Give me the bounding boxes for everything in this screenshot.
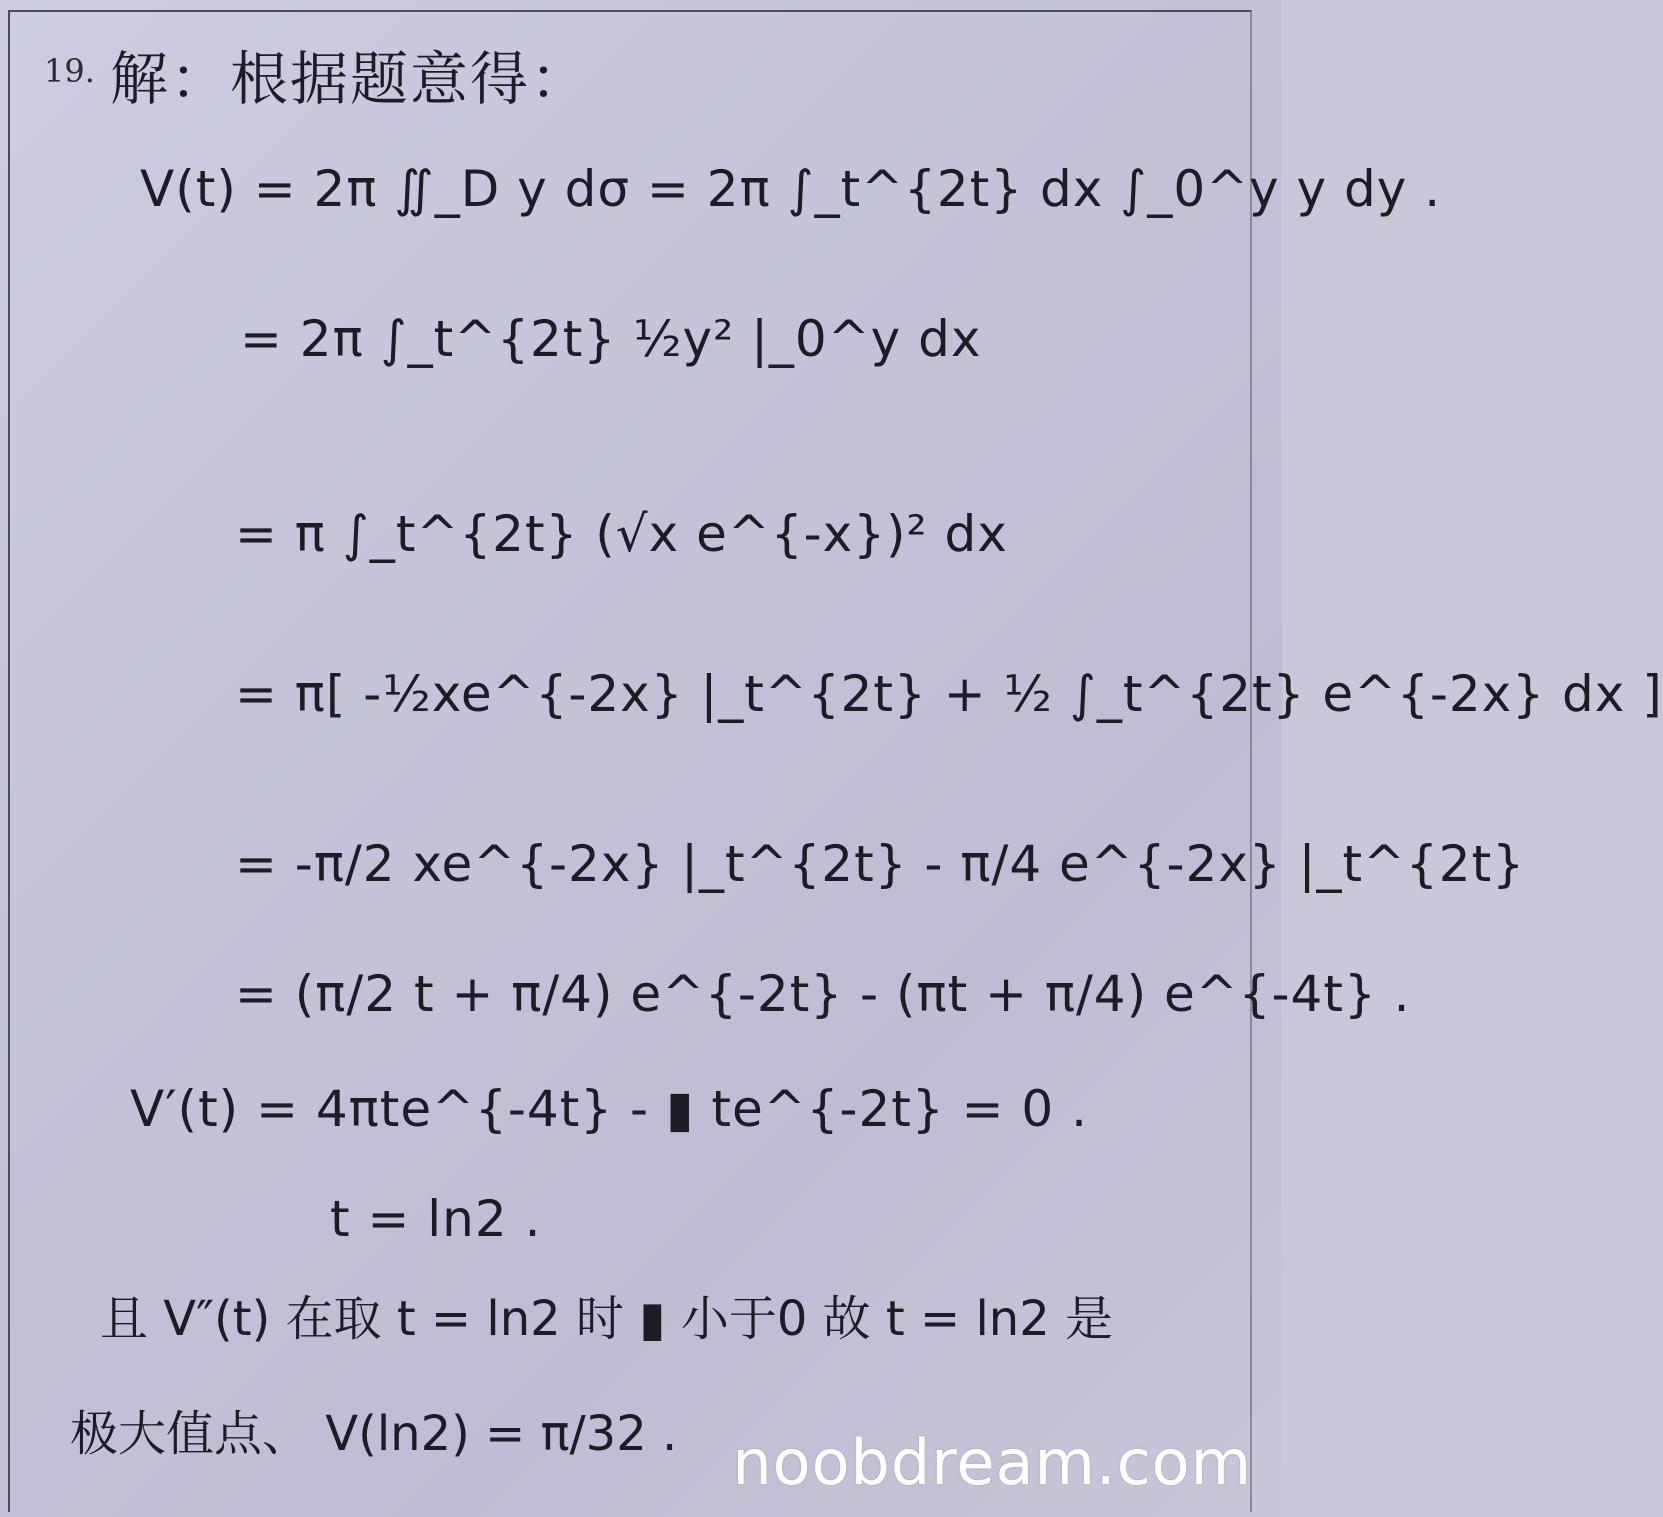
- second-derivative-statement: 且 V″(t) 在取 t = ln2 时 ▮ 小于0 故 t = ln2 是: [100, 1291, 1114, 1347]
- equation-line-1: V(t) = 2π ∬_D y dσ = 2π ∫_t^{2t} dx ∫_0^y y dy .: [140, 160, 1442, 218]
- equation-line-4: = π[ -½xe^{-2x} |_t^{2t} + ½ ∫_t^{2t} e^{-2x} dx ]: [235, 665, 1663, 723]
- solution-heading: 解：根据题意得：: [110, 45, 591, 113]
- equation-line-6: = (π/2 t + π/4) e^{-2t} - (πt + π/4) e^{-4t} .: [235, 965, 1411, 1023]
- conclusion-line: 极大值点、 V(ln2) = π/32 .: [70, 1406, 678, 1462]
- equation-line-3: = π ∫_t^{2t} (√x e^{-x})² dx: [235, 505, 1008, 563]
- equation-line-2: = 2π ∫_t^{2t} ½y² |_0^y dx: [240, 310, 982, 368]
- watermark: noobdream.com: [732, 1426, 1252, 1499]
- problem-number: 19.: [44, 52, 95, 90]
- derivative-line: V′(t) = 4πte^{-4t} - ▮ te^{-2t} = 0 .: [130, 1080, 1088, 1138]
- critical-point-line: t = ln2 .: [330, 1190, 542, 1248]
- equation-line-5: = -π/2 xe^{-2x} |_t^{2t} - π/4 e^{-2x} |_t^{2t}: [235, 835, 1526, 893]
